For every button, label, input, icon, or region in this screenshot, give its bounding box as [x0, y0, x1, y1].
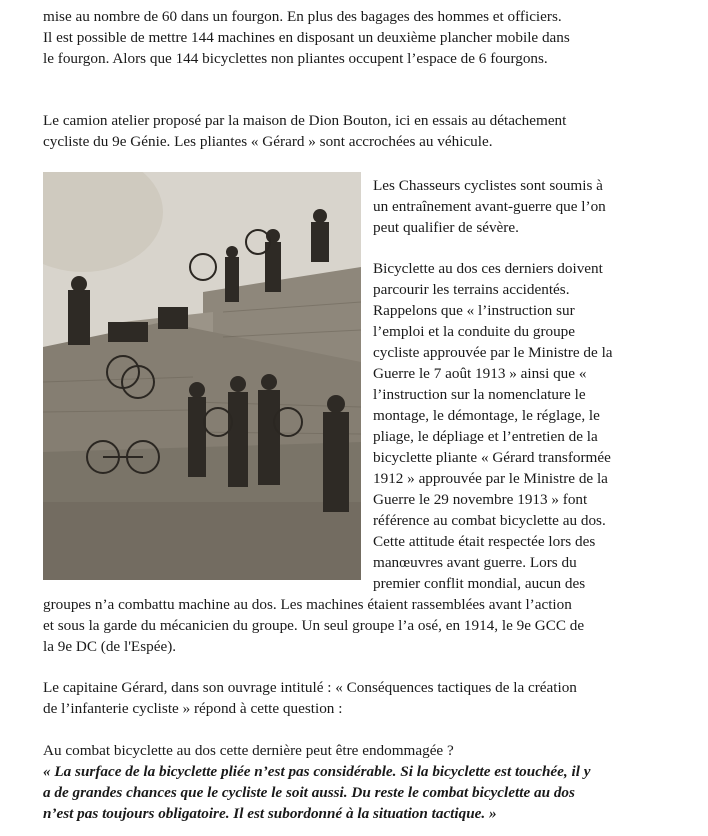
paragraph-question: [43, 740, 590, 824]
text-line: l’emploi et la conduite du groupe: [373, 323, 576, 340]
text-line: manœuvres avant guerre. Lors du: [373, 554, 577, 571]
text-line: Guerre le 29 novembre 1913 » font: [373, 491, 588, 508]
text-line: pliage, le dépliage et l’entretien de la: [373, 428, 598, 445]
text-line: Cette attitude était respectée lors des: [373, 533, 596, 550]
text-line: l’instruction sur la nomenclature le: [373, 386, 586, 403]
historic-photo: [43, 172, 361, 580]
text-line: et sous la garde du mécanicien du groupe. Un seul groupe l’a osé, en 1914, le 9e GCC de: [43, 617, 585, 634]
soldiers-bicycles-illustration: [43, 172, 361, 580]
text-line: Le camion atelier proposé par la maison de Dion Bouton, ici en essais au détachement: [43, 112, 567, 129]
text-line: Les Chasseurs cyclistes sont soumis à: [373, 177, 603, 194]
text-line: de l’infanterie cycliste » répond à cette question :: [43, 700, 343, 717]
paragraph-gerard: [43, 677, 577, 719]
text-line: peut qualifier de sévère.: [373, 219, 519, 236]
quote-line: n’est pas toujours obligatoire. Il est subordonné à la situation tactique. »: [43, 805, 497, 822]
text-line: la 9e DC (de l'Espée).: [43, 638, 177, 655]
paragraph-intro: [43, 6, 570, 69]
question-line: Au combat bicyclette au dos cette dernière peut être endommagée ?: [43, 742, 454, 759]
text-line: Bicyclette au dos ces derniers doivent: [373, 260, 603, 277]
text-line: référence au combat bicyclette au dos.: [373, 512, 606, 529]
text-line: mise au nombre de 60 dans un fourgon. En plus des bagages des hommes et officiers.: [43, 8, 562, 25]
text-line: Rappelons que « l’instruction sur: [373, 302, 575, 319]
text-line: montage, le démontage, le réglage, le: [373, 407, 600, 424]
text-line: cycliste du 9e Génie. Les pliantes « Gérard » sont accrochées au véhicule.: [43, 133, 493, 150]
side-paragraph-2: [373, 258, 613, 594]
quote-line: « La surface de la bicyclette pliée n’est pas considérable. Si la bicyclette est touchée, il y: [43, 763, 591, 780]
text-line: cycliste approuvée par le Ministre de la: [373, 344, 613, 361]
text-line: premier conflit mondial, aucun des: [373, 575, 586, 592]
text-line: Le capitaine Gérard, dans son ouvrage intitulé : « Conséquences tactiques de la création: [43, 679, 577, 696]
text-line: bicyclette pliante « Gérard transformée: [373, 449, 611, 466]
text-line: groupes n’a combattu machine au dos. Les machines étaient rassemblées avant l’action: [43, 596, 572, 613]
paragraph-camion: [43, 110, 566, 152]
text-line: Guerre le 7 août 1913 » ainsi que «: [373, 365, 587, 382]
text-line: Il est possible de mettre 144 machines en disposant un deuxième plancher mobile dans: [43, 29, 570, 46]
text-line: 1912 » approuvée par le Ministre de la: [373, 470, 608, 487]
text-line: un entraînement avant-guerre que l’on: [373, 198, 606, 215]
text-line: parcourir les terrains accidentés.: [373, 281, 570, 298]
text-line: le fourgon. Alors que 144 bicyclettes non pliantes occupent l’espace de 6 fourgons.: [43, 50, 548, 67]
paragraph-continuation: [43, 594, 584, 657]
quote-line: a de grandes chances que le cycliste le soit aussi. Du reste le combat bicyclette au dos: [43, 784, 575, 801]
side-paragraph-1: [373, 175, 606, 238]
